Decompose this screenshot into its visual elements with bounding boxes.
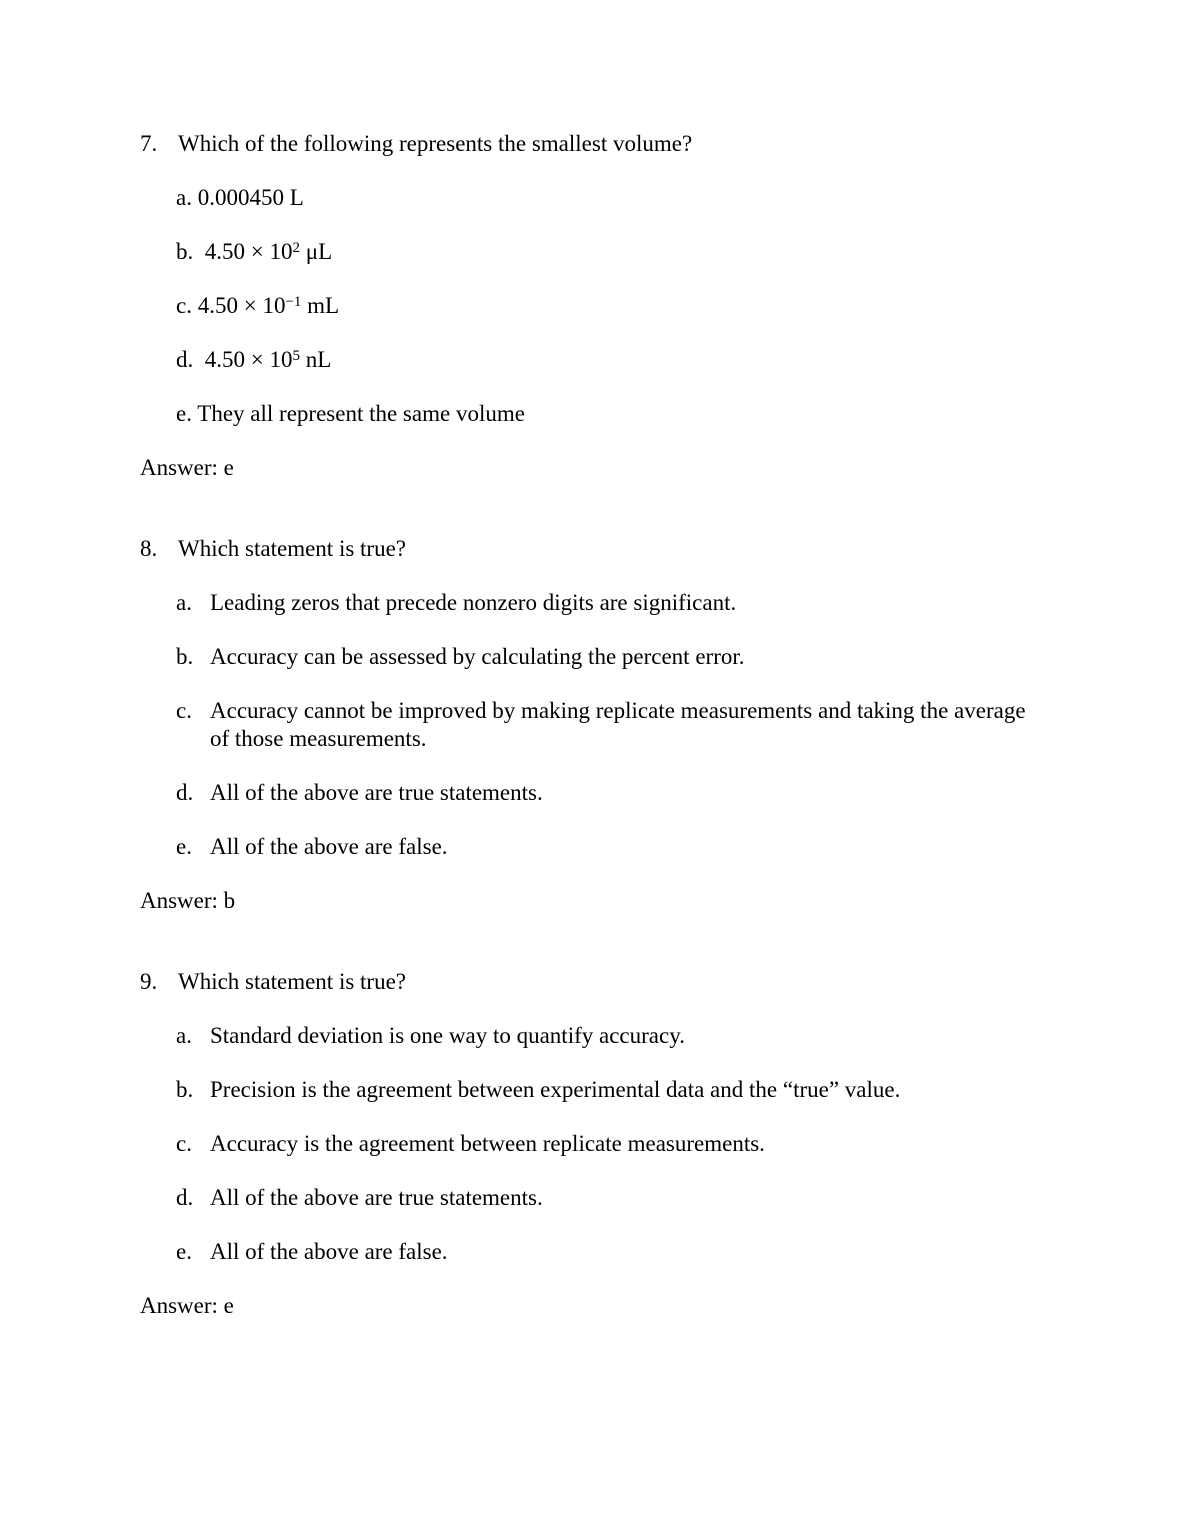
question-number: 9. bbox=[140, 969, 158, 994]
option-text: All of the above are false. bbox=[210, 834, 448, 859]
option-d bbox=[176, 779, 1170, 807]
question-7 bbox=[140, 130, 1170, 482]
option-superscript: −1 bbox=[285, 294, 302, 310]
option-text: 0.000450 L bbox=[191, 185, 304, 210]
option-text-unit: μL bbox=[299, 239, 333, 264]
option-label: e. bbox=[176, 401, 192, 426]
option-d bbox=[176, 346, 1170, 374]
option-label: d. bbox=[176, 1185, 194, 1210]
option-text: Standard deviation is one way to quantify accuracy. bbox=[210, 1023, 685, 1048]
option-label: b. bbox=[176, 1077, 194, 1102]
option-label: b. bbox=[176, 239, 194, 264]
option-text: 4.50 × 10 bbox=[193, 239, 293, 264]
option-e bbox=[176, 400, 1170, 428]
question-line bbox=[140, 535, 1170, 563]
option-label: c. bbox=[176, 293, 192, 318]
option-text-unit: nL bbox=[299, 347, 332, 372]
question-line bbox=[140, 130, 1170, 158]
question-9 bbox=[140, 968, 1170, 1320]
option-d bbox=[176, 1184, 1170, 1212]
option-a bbox=[176, 589, 1170, 617]
option-text: Accuracy can be assessed by calculating the percent error. bbox=[210, 644, 745, 669]
question-text: Which statement is true? bbox=[178, 536, 407, 561]
option-label: e. bbox=[176, 834, 192, 859]
question-8 bbox=[140, 535, 1170, 915]
question-text: Which statement is true? bbox=[178, 969, 407, 994]
option-text: Leading zeros that precede nonzero digits are significant. bbox=[210, 590, 737, 615]
option-label: d. bbox=[176, 347, 194, 372]
option-superscript: 5 bbox=[292, 348, 300, 364]
option-text: 4.50 × 10 bbox=[193, 347, 293, 372]
answer-line: Answer: e bbox=[140, 455, 234, 480]
option-a bbox=[176, 1022, 1170, 1050]
question-number: 7. bbox=[140, 131, 158, 156]
option-c bbox=[176, 292, 1170, 320]
option-text: Accuracy cannot be improved by making replicate measurements and taking the average of those measurements. bbox=[210, 698, 1026, 751]
option-text: Accuracy is the agreement between replicate measurements. bbox=[210, 1131, 765, 1156]
option-label: a. bbox=[176, 590, 192, 615]
option-b bbox=[176, 238, 1170, 266]
option-label: e. bbox=[176, 1239, 192, 1264]
option-text: 4.50 × 10 bbox=[191, 293, 286, 318]
answer-line: Answer: e bbox=[140, 1293, 234, 1318]
option-text: All of the above are false. bbox=[210, 1239, 448, 1264]
question-text: Which of the following represents the smallest volume? bbox=[178, 131, 693, 156]
option-e bbox=[176, 1238, 1170, 1266]
option-superscript: 2 bbox=[292, 240, 300, 256]
option-b bbox=[176, 1076, 1170, 1104]
option-e bbox=[176, 833, 1170, 861]
option-text: All of the above are true statements. bbox=[210, 1185, 543, 1210]
option-a bbox=[176, 184, 1170, 212]
option-label: a. bbox=[176, 1023, 192, 1048]
option-label: d. bbox=[176, 780, 194, 805]
question-line bbox=[140, 968, 1170, 996]
option-text-unit: mL bbox=[301, 293, 340, 318]
option-c bbox=[176, 1130, 1170, 1158]
question-number: 8. bbox=[140, 536, 158, 561]
option-b bbox=[176, 643, 1170, 671]
option-label: a. bbox=[176, 185, 192, 210]
option-text: All of the above are true statements. bbox=[210, 780, 543, 805]
option-text: They all represent the same volume bbox=[191, 401, 525, 426]
option-label: c. bbox=[176, 698, 192, 723]
answer-line: Answer: b bbox=[140, 888, 236, 913]
option-text: Precision is the agreement between experimental data and the “true” value. bbox=[210, 1077, 901, 1102]
option-label: b. bbox=[176, 644, 194, 669]
option-label: c. bbox=[176, 1131, 192, 1156]
option-c bbox=[176, 697, 1170, 753]
